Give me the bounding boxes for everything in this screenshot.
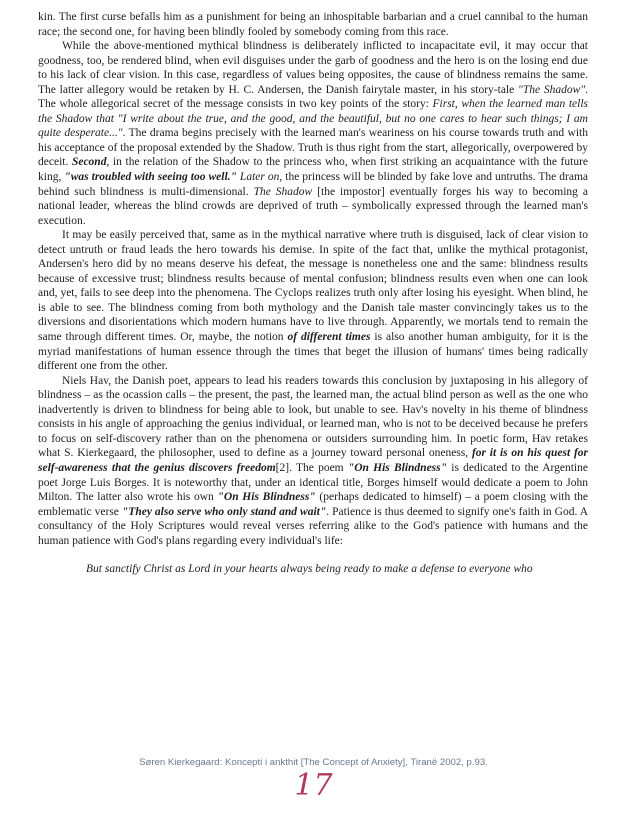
text-span: is also another human ambiguity, for it is the myriad manifestations of human essence through the times that beget the illusion of humans' times being radically different one from the other. bbox=[38, 331, 589, 373]
bold-italic-span bbox=[122, 506, 326, 518]
text-span: . The poem bbox=[289, 461, 348, 474]
text-span: (perhaps dedicated to himself) – a poem closing with the emblematic verse bbox=[38, 491, 588, 518]
paragraph bbox=[38, 39, 588, 228]
text-span: [2] bbox=[275, 461, 290, 474]
text-span: It may be easily perceived that, same as in the mythical narrative where truth is disguised, lack of clear vision to detect untruth or fraud leads the hero towards his demise. In spite of the fact that, unlike the mythical protagonist, Andersen's hero did by no means deserve his defeat, the message is nonetheless one and the same: blindness results because of excessive trust; blindness results because of mental confusion; blindness results even when one can look and, yet, fails to see deep into the phenomena. The Cyclops realizes truth only after losing his eyesight. When blind, he is able to see. The blindness coming from both mythology and the Danish tale master convincingly takes us to the diversions and disorientations which modern humans have to live through. Apparently, we mortals tend to remain the same through different times. Or, maybe, the notion bbox=[38, 229, 588, 344]
italic-span: "The Shadow" bbox=[518, 83, 586, 96]
italic-span: The Shadow bbox=[253, 185, 313, 198]
text-span: , in the relation of the Shadow to the princess who, when first striking an acquaintance with the future king, bbox=[38, 156, 589, 184]
emphasis-text: "They also serve who only stand and wait" bbox=[121, 505, 327, 518]
text-span: . The drama begins precisely with the learned man's weariness on his course towards truth and with his acceptance of the proposal extended by the Shadow. Truth is thus right from the start, allegorically, overpowered by deceit. bbox=[38, 127, 588, 169]
body-text bbox=[38, 10, 588, 548]
bold-italic-span bbox=[64, 171, 237, 183]
emphasis-text: "was troubled with seeing too well." bbox=[64, 171, 237, 184]
text-span: [the impostor] eventually forges his way to becoming a national leader, whereas the blind crowds are deprived of truth – symbolically expressed through the learned man's execution. bbox=[38, 185, 589, 227]
text-span: Niels Hav, the Danish poet, appears to lead his readers towards this conclusion by juxtaposing in his allegory of blindness – as the ocassion calls – the present, the past, the learned man, the actual blind person as well as the one who inadvertently is driven to blindness for being able to look, but unable to see. Hav's novelty in his theme of blindness consists in his angle of approaching the genius individual, or learned man, who is not to be deceived because he prefers to focus on self-discovery rather than on the phenomena or outsiders surrounding him. In poetic form, Hav retakes what S. Kierkegaard, the philosopher, used to define as a journey toward personal oneness, bbox=[38, 374, 588, 460]
emphasis-text: "On His Blindness" bbox=[217, 491, 316, 504]
text-span: , the princess will be blinded by fake love and untruths. The drama behind such blindness is multi-dimensional. bbox=[38, 171, 589, 198]
bold-italic-span bbox=[72, 156, 107, 168]
bold-italic-span bbox=[287, 331, 370, 343]
paragraph bbox=[38, 374, 588, 549]
text-span: . The whole allegorical secret of the message consists in two key points of the story: bbox=[38, 83, 588, 111]
bold-italic-span bbox=[218, 491, 316, 503]
bold-italic-span bbox=[348, 462, 447, 474]
text-span: is dedicated to the Argentine poet Jorge Luis Borges. It is noteworthy that, under an identical title, Borges himself would dedicate a poem to John Milton. The latter also wrote his own bbox=[38, 461, 588, 504]
paragraph bbox=[38, 228, 588, 373]
emphasis-text: Second bbox=[71, 156, 107, 169]
scripture-quote: But sanctify Christ as Lord in your hearts always being ready to make a defense to everyone who bbox=[86, 563, 533, 576]
text-span: While the above-mentioned mythical blindness is deliberately inflicted to incapacitate evil, it may occur that goodness, too, be rendered blind, when evil disguises under the garb of goodness and the hero is on the losing end due to his lack of clear vision. In this case, regardless of values being opposites, the cause of blindness remains the same. The latter allegory would be retaken by H. C. Andersen, the Danish fairytale master, in his story-tale bbox=[38, 40, 588, 96]
emphasis-text: of different times bbox=[287, 331, 371, 344]
italic-span: Later on bbox=[239, 171, 280, 184]
emphasis-text: "On His Blindness" bbox=[347, 461, 448, 474]
italic-span: First, when the learned man tells the Shadow that "I write about the true, and the good, and the beautiful, but no one cares to hear such things; I am quite desperate..." bbox=[38, 98, 588, 140]
page-number: 17 bbox=[294, 768, 333, 803]
emphasis-text: for it is on his quest for self-awareness that the genius discovers freedom bbox=[38, 447, 588, 474]
paragraph bbox=[38, 10, 588, 39]
text-span: kin. The first curse befalls him as a punishment for being an inhospitable barbarian and a cruel cannibal to the human race; the second one, for having been blindly fooled by somebody coming from this race. bbox=[38, 11, 588, 38]
text-span: . Patience is thus deemed to signify one's faith in God. A consultancy of the Holy Scriptures would reveal verses referring alike to the God's patience with humans and the human patience with God's plans regarding every individual's life: bbox=[38, 505, 589, 547]
footnote: Søren Kierkegaard: Koncepti i ankthit [The Concept of Anxiety], Tiranë 2002, p.93. bbox=[139, 757, 488, 768]
